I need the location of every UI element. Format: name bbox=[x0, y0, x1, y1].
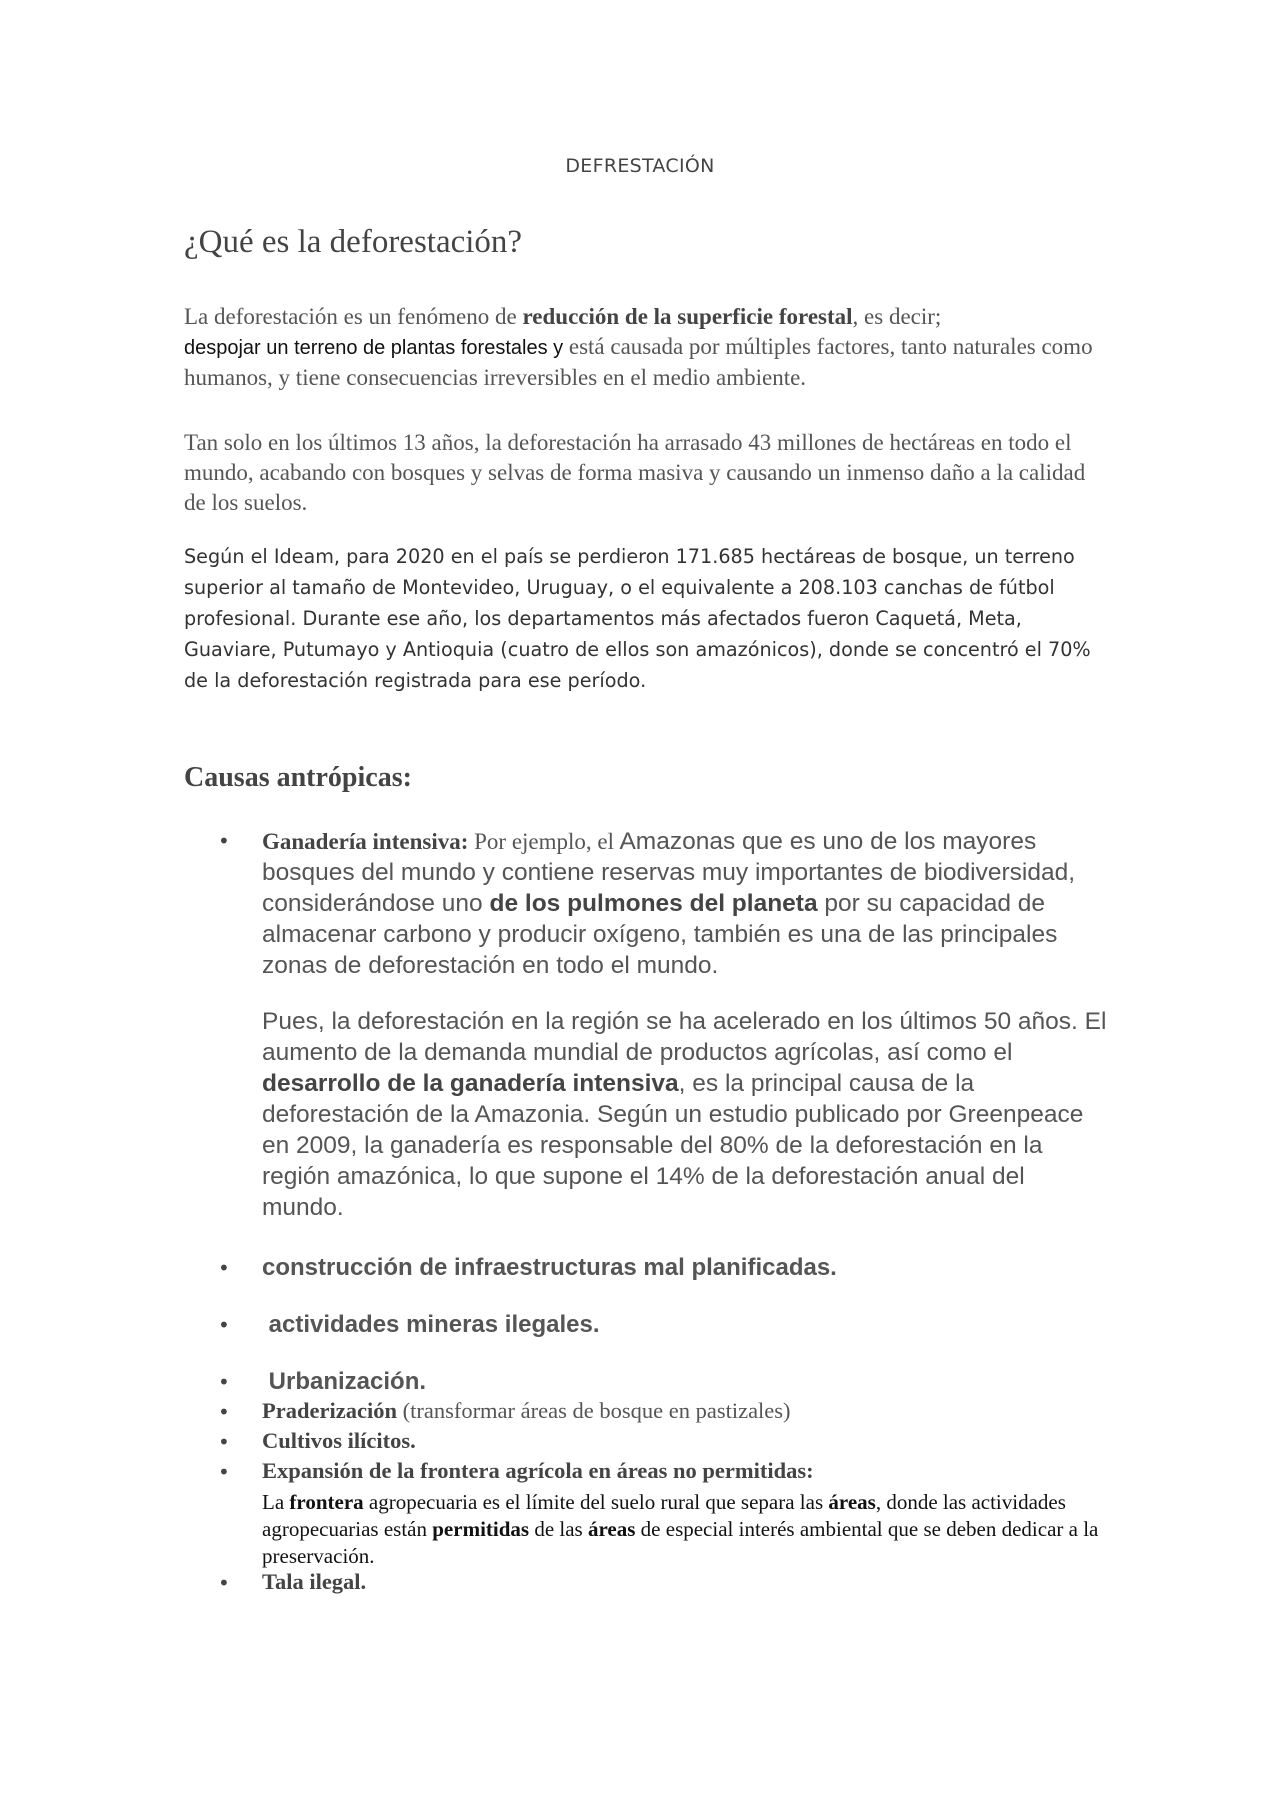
stats-paragraph: Tan solo en los últimos 13 años, la deforestación ha arrasado 43 millones de hectáreas en todo el mundo, acabando con bosques y selvas de forma masiva y causando un inmenso daño a la calidad de los suelos. bbox=[184, 430, 1086, 515]
praderizacion-text: (transformar áreas de bosque en pastizales) bbox=[396, 1398, 791, 1423]
praderizacion-label: Praderización bbox=[262, 1398, 397, 1423]
intro-bold-1: reducción de la superficie forestal bbox=[522, 304, 853, 329]
ganaderia-lead-text: Por ejemplo, el bbox=[468, 829, 615, 854]
bullet-glyph: • bbox=[218, 829, 230, 853]
intro-sans-text: despojar un terreno de plantas forestales y bbox=[184, 337, 564, 359]
expansion-text-2: agropecuaria es el límite del suelo rural que separa las bbox=[363, 1490, 829, 1514]
list-item-ganaderia bbox=[262, 826, 1112, 981]
expansion-bold-3: permitidas bbox=[432, 1517, 530, 1541]
list-item-praderizacion bbox=[262, 1398, 1112, 1424]
intro-text-3: está causada por múltiples factores, tanto naturales como humanos, y tiene consecuencias irreversibles en el medio ambiente. bbox=[184, 334, 1093, 390]
expansion-bold-4: áreas bbox=[587, 1517, 636, 1541]
main-heading: ¿Qué es la deforestación? bbox=[184, 224, 523, 260]
expansion-bold-2: áreas bbox=[828, 1490, 876, 1514]
bullet-glyph: • bbox=[218, 1256, 230, 1280]
document-title: DEFRESTACIÓN bbox=[565, 155, 715, 177]
ganaderia-bold-1: de los pulmones del planeta bbox=[489, 890, 818, 917]
bullet-glyph: • bbox=[218, 1571, 230, 1595]
ideam-paragraph: Según el Ideam, para 2020 en el país se perdieron 171.685 hectáreas de bosque, un terreno superior al tamaño de Montevideo, Uruguay, o el equivalente a 208.103 canchas de fútbol profesional. Durante ese año, los departamentos más afectados fueron Caquetá, Meta, Guaviare, Putumayo y Antioquia (cuatro de ellos son amazónicos), donde se concentró el 70% de la deforestación registrada para ese período. bbox=[184, 545, 1091, 692]
intro-paragraph bbox=[184, 302, 1104, 393]
list-item-mineria: actividades mineras ilegales. bbox=[262, 1311, 600, 1338]
ganaderia-paragraph-2 bbox=[262, 1006, 1112, 1223]
ganaderia-label: Ganadería intensiva: bbox=[262, 829, 469, 854]
bullet-glyph: • bbox=[218, 1430, 230, 1454]
list-item-infraestructuras: construcción de infraestructuras mal planificadas. bbox=[262, 1254, 837, 1281]
ganaderia-p2-text-2: , es la principal causa de la deforestación de la Amazonia. Según un estudio publicado por Greenpeace en 2009, la ganadería es responsable del 80% de la deforestación en la región amazónica, lo que supone el 14% de la deforestación anual del mundo. bbox=[262, 1070, 1084, 1221]
ganaderia-p2-text-1: Pues, la deforestación en la región se ha acelerado en los últimos 50 años. El aumento de la demanda mundial de productos agrícolas, así como el bbox=[262, 1008, 1107, 1066]
bullet-glyph: • bbox=[218, 1460, 230, 1484]
tala-label: Tala ilegal. bbox=[262, 1569, 367, 1594]
expansion-text-4: de las bbox=[529, 1517, 588, 1541]
cultivos-label: Cultivos ilícitos. bbox=[262, 1428, 416, 1453]
bullet-glyph: • bbox=[218, 1370, 230, 1394]
expansion-description bbox=[262, 1489, 1102, 1570]
ganaderia-text-1: Amazonas que es uno de los mayores bosques del mundo y contiene reservas muy importantes de biodiversidad, considerándose uno bbox=[262, 828, 1076, 917]
expansion-text-1: La bbox=[262, 1490, 290, 1514]
list-item-cultivos bbox=[262, 1428, 1112, 1454]
expansion-bold-1: frontera bbox=[289, 1490, 364, 1514]
list-item-urbanizacion: Urbanización. bbox=[262, 1368, 427, 1395]
intro-text-2: , es decir; bbox=[852, 304, 942, 329]
list-item-expansion bbox=[262, 1458, 1112, 1484]
section-heading: Causas antrópicas: bbox=[184, 762, 412, 793]
ganaderia-text-2: por su capacidad de almacenar carbono y producir oxígeno, también es una de las principales zonas de deforestación en todo el mundo. bbox=[262, 890, 1058, 979]
intro-text-1: La deforestación es un fenómeno de bbox=[184, 304, 523, 329]
ganaderia-p2-bold: desarrollo de la ganadería intensiva bbox=[262, 1070, 679, 1097]
expansion-text-5: de especial interés ambiental que se deben dedicar a la preservación. bbox=[262, 1517, 1099, 1568]
list-item-tala bbox=[262, 1569, 1112, 1595]
bullet-glyph: • bbox=[218, 1400, 230, 1424]
ganaderia-lead bbox=[262, 829, 614, 854]
expansion-text-3: , donde las actividades agropecuarias están bbox=[262, 1490, 1066, 1541]
bullet-glyph: • bbox=[218, 1313, 230, 1337]
expansion-label: Expansión de la frontera agrícola en áreas no permitidas: bbox=[262, 1458, 814, 1483]
